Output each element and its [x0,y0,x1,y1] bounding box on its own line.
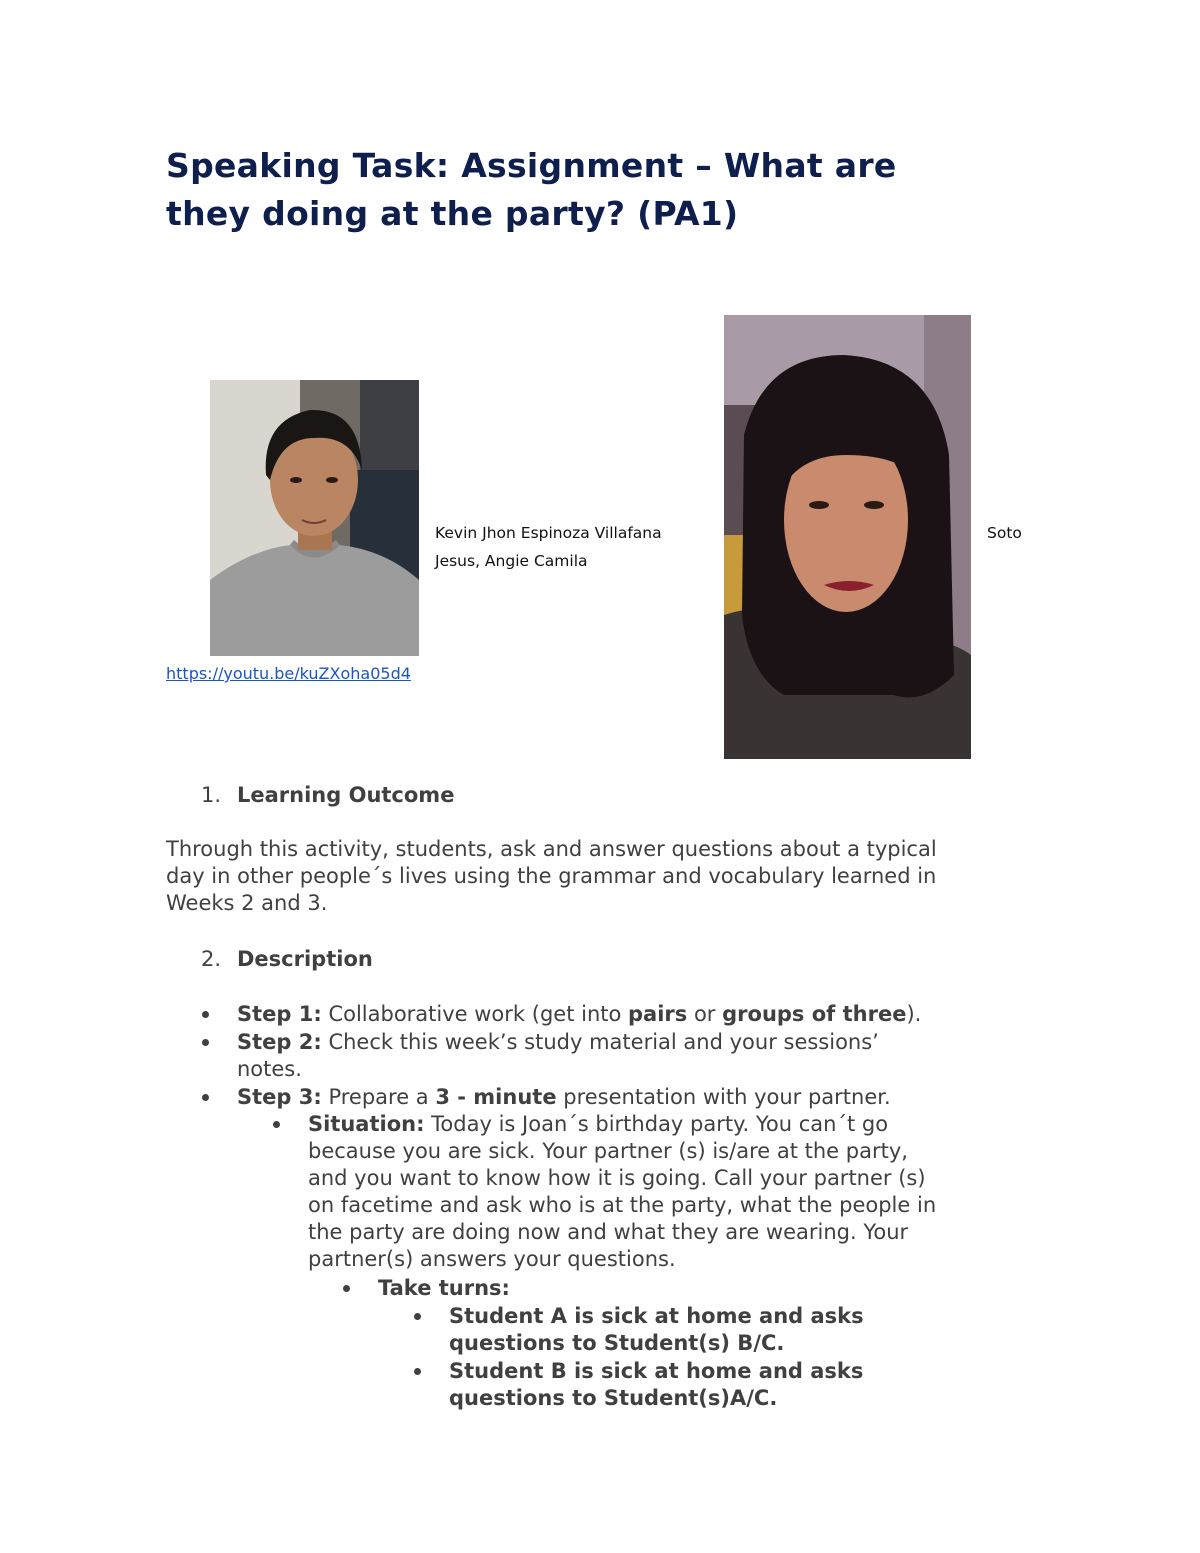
page-title [166,142,1066,238]
situation-text-line: because you are sick. Your partner (s) is/are at the party, [308,1139,908,1163]
paragraph-line: Through this activity, students, ask and answer questions about a typical [166,837,937,861]
bullet-icon [202,1011,209,1018]
step-1-pairs: pairs [628,1002,688,1026]
video-link[interactable]: https://youtu.be/kuZXoha05d4 [166,664,411,683]
section-1-title: Learning Outcome [237,783,455,807]
section-1-heading [201,781,454,809]
bullet-icon [202,1094,209,1101]
step-2-label: Step 2: [237,1030,322,1054]
student-names-line-1-left: Kevin Jhon Espinoza Villafana [435,524,662,542]
situation [308,1111,936,1273]
take-turns [378,1275,510,1302]
step-1-end: ). [906,1002,922,1026]
step-1-label: Step 1: [237,1002,322,1026]
turn-b-line-2: questions to Student(s)A/C. [449,1386,778,1410]
step-3 [237,1084,891,1111]
learning-outcome-paragraph [166,836,937,917]
student-photo-1 [210,380,419,656]
turn-a-line-2: questions to Student(s) B/C. [449,1331,785,1355]
paragraph-line: day in other people´s lives using the grammar and vocabulary learned in [166,864,937,888]
bullet-icon [414,1368,421,1375]
section-1-number: 1. [201,783,222,807]
student-names-line-1-right: Soto [987,524,1022,542]
take-turns-label: Take turns: [378,1276,510,1300]
step-1-text: Collaborative work (get into [321,1002,629,1026]
situation-text: Today is Joan´s birthday party. You can´t go [424,1112,889,1136]
step-1-groups: groups of three [722,1002,907,1026]
title-line-1: Speaking Task: Assignment – What are [166,146,897,185]
bullet-icon [202,1039,209,1046]
step-3-label: Step 3: [237,1085,322,1109]
step-1-or: or [687,1002,723,1026]
step-3-text: Prepare a [321,1085,436,1109]
situation-label: Situation: [308,1112,425,1136]
title-line-2: they doing at the party? (PA1) [166,194,739,233]
section-2-title: Description [237,947,373,971]
section-2-number: 2. [201,947,222,971]
turn-a-line-1: Student A is sick at home and asks [449,1304,864,1328]
turn-student-b [449,1358,863,1412]
step-2 [237,1029,879,1083]
student-photo-2 [724,315,971,759]
step-1 [237,1001,921,1028]
turn-b-line-1: Student B is sick at home and asks [449,1359,864,1383]
step-2-text: Check this week’s study material and your sessions’ [321,1030,879,1054]
situation-text-line: partner(s) answers your questions. [308,1247,676,1271]
bullet-icon [273,1121,280,1128]
bullet-icon [343,1285,350,1292]
bullet-icon [414,1313,421,1320]
situation-text-line: and you want to know how it is going. Call your partner (s) [308,1166,926,1190]
paragraph-line: Weeks 2 and 3. [166,891,328,915]
student-names-line-2: Jesus, Angie Camila [435,552,588,570]
step-2-text-cont: notes. [237,1057,302,1081]
situation-text-line: on facetime and ask who is at the party, what the people in [308,1193,937,1217]
section-2-heading [201,945,373,973]
step-3-duration: 3 - minute [435,1085,557,1109]
turn-student-a [449,1303,864,1357]
step-3-text-end: presentation with your partner. [556,1085,891,1109]
situation-text-line: the party are doing now and what they are wearing. Your [308,1220,909,1244]
